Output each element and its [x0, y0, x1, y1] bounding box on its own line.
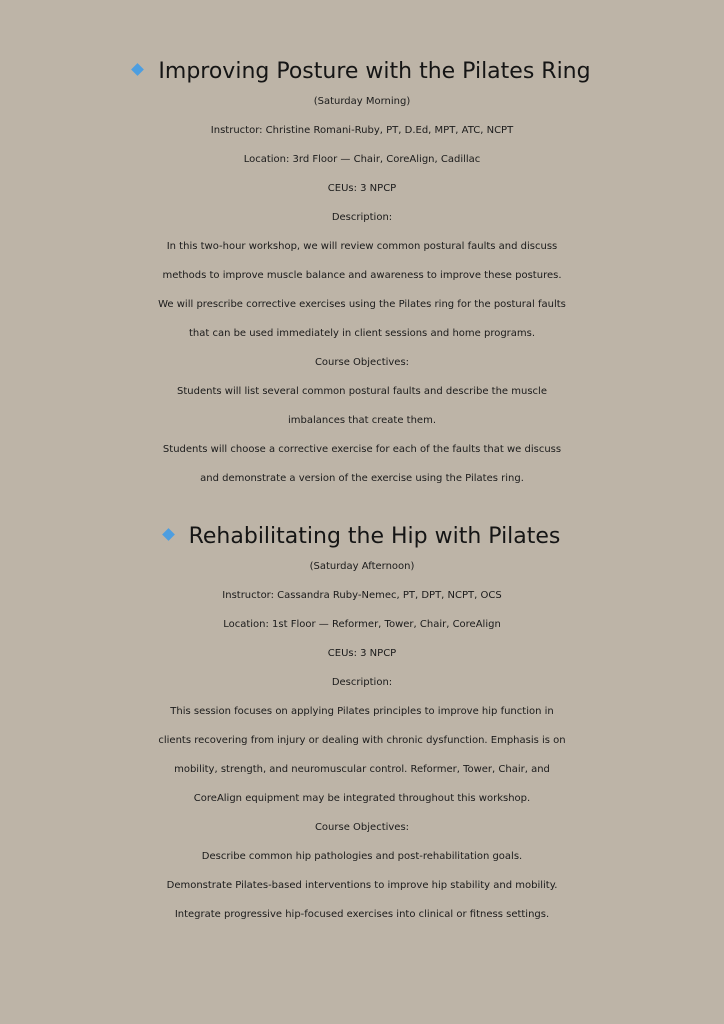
description-heading: Description:: [331, 677, 393, 688]
objectives-text: [0, 842, 724, 929]
objective-line: Students will list several common postural faults and describe the muscle: [177, 386, 547, 397]
session-time: (Saturday Morning): [313, 96, 411, 107]
session-title: [0, 57, 724, 87]
session-title-text: Rehabilitating the Hip with Pilates: [188, 524, 561, 549]
session-time: (Saturday Afternoon): [309, 561, 415, 572]
objectives-heading: Course Objectives:: [314, 822, 410, 833]
description-line: methods to improve muscle balance and awareness to improve these postures.: [162, 270, 562, 281]
description-heading: Description:: [331, 212, 393, 223]
objective-line: Students will choose a corrective exercise for each of the faults that we discuss: [162, 444, 562, 455]
description-line: This session focuses on applying Pilates principles to improve hip function in: [170, 706, 554, 717]
description-text: [0, 697, 724, 813]
workshop-schedule: [0, 57, 724, 929]
description-line: We will prescribe corrective exercises using the Pilates ring for the postural faults: [158, 299, 566, 310]
session-posture-ring: [0, 57, 724, 493]
session-ceus: CEUs: 3 NPCP: [327, 183, 397, 194]
description-line: mobility, strength, and neuromuscular control. Reformer, Tower, Chair, and: [174, 764, 550, 775]
objectives-heading: Course Objectives:: [314, 357, 410, 368]
description-line: that can be used immediately in client sessions and home programs.: [188, 328, 536, 339]
objective-line: imbalances that create them.: [287, 415, 437, 426]
session-location: Location: 1st Floor — Reformer, Tower, Chair, CoreAlign: [223, 619, 501, 630]
description-line: CoreAlign equipment may be integrated throughout this workshop.: [193, 793, 531, 804]
session-title: [0, 522, 724, 552]
objective-line: and demonstrate a version of the exercise using the Pilates ring.: [200, 473, 524, 484]
description-line: In this two-hour workshop, we will review common postural faults and discuss: [166, 241, 558, 252]
session-instructor: Instructor: Cassandra Ruby-Nemec, PT, DPT, NCPT, OCS: [222, 590, 502, 601]
objective-line: Describe common hip pathologies and post-rehabilitation goals.: [201, 851, 523, 862]
session-hip-rehab: [0, 522, 724, 929]
session-instructor: Instructor: Christine Romani-Ruby, PT, D.Ed, MPT, ATC, NCPT: [210, 125, 514, 136]
session-ceus: CEUs: 3 NPCP: [327, 648, 397, 659]
objective-line: Integrate progressive hip-focused exercises into clinical or fitness settings.: [174, 909, 550, 920]
diamond-icon: [162, 528, 175, 541]
objectives-text: [0, 377, 724, 493]
description-line: clients recovering from injury or dealing with chronic dysfunction. Emphasis is on: [158, 735, 566, 746]
diamond-icon: [132, 63, 145, 76]
objective-line: Demonstrate Pilates-based interventions to improve hip stability and mobility.: [166, 880, 558, 891]
session-title-text: Improving Posture with the Pilates Ring: [158, 59, 591, 84]
description-text: [0, 232, 724, 348]
session-location: Location: 3rd Floor — Chair, CoreAlign, Cadillac: [243, 154, 481, 165]
